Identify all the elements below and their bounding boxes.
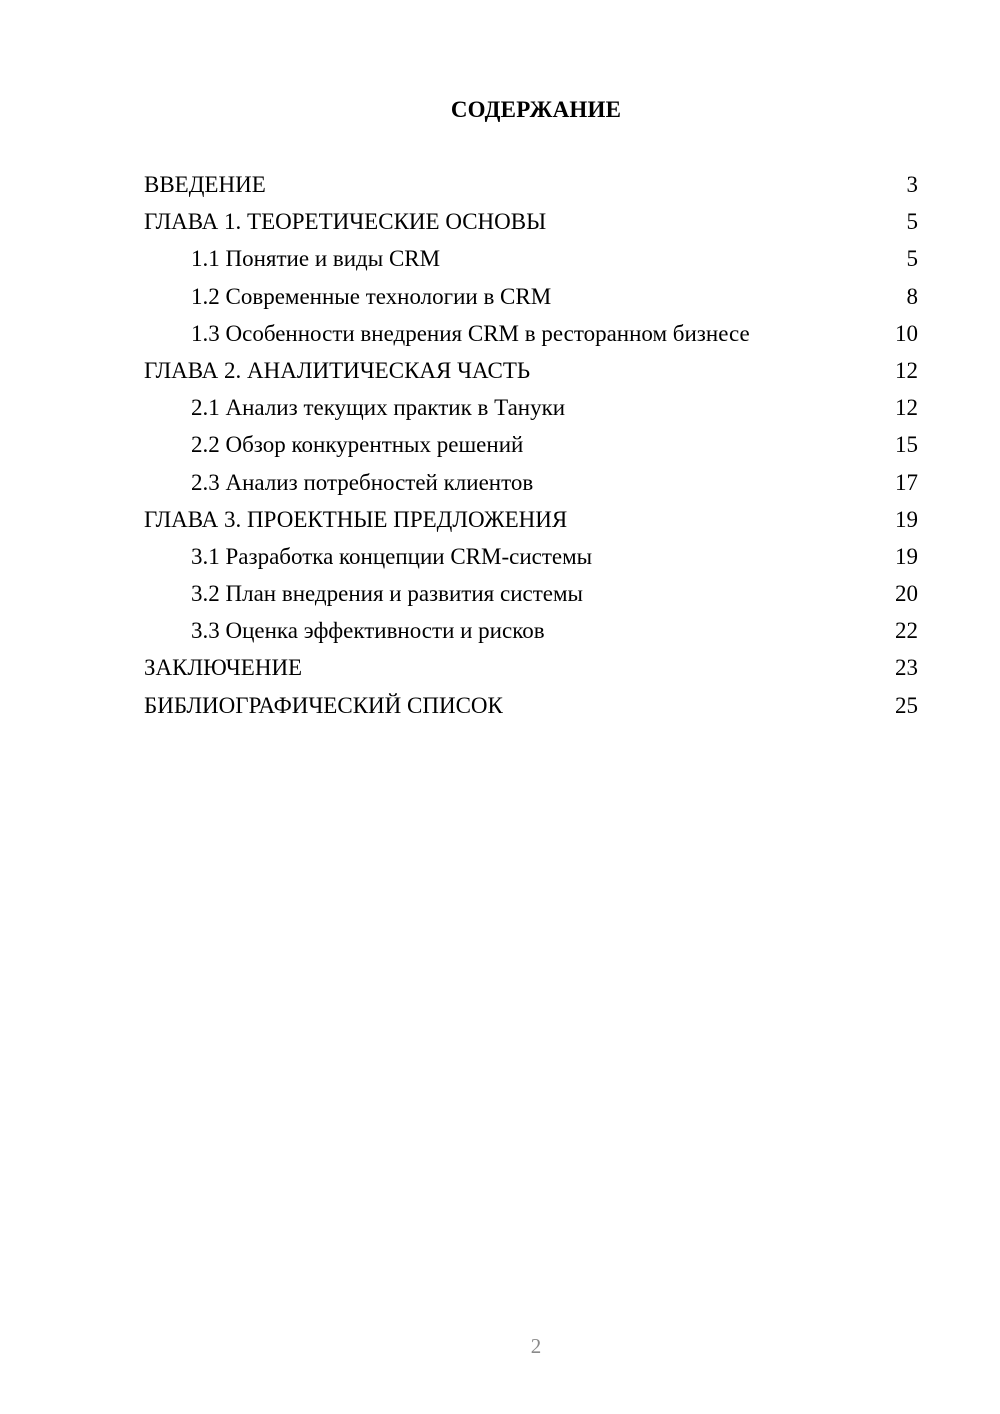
toc-entry-page: 20 — [895, 581, 918, 607]
toc-entry-chapter-2[interactable] — [144, 352, 918, 389]
toc-entry-label: ЗАКЛЮЧЕНИЕ — [144, 655, 303, 681]
toc-entry-section-3-2[interactable] — [144, 575, 918, 612]
toc-entry-chapter-3[interactable] — [144, 501, 918, 538]
toc-entry-page: 19 — [895, 506, 918, 532]
toc-title: СОДЕРЖАНИЕ — [450, 97, 622, 122]
page-number: 2 — [530, 1334, 542, 1358]
toc-entry-section-1-3[interactable] — [144, 315, 918, 352]
toc-entry-introduction[interactable] — [144, 166, 918, 203]
toc-entry-section-1-1[interactable] — [144, 240, 918, 277]
toc-entry-page: 15 — [895, 432, 918, 458]
toc-entry-label: ВВЕДЕНИЕ — [144, 172, 266, 197]
toc-entry-bibliography[interactable] — [144, 687, 918, 724]
toc-list — [144, 166, 918, 724]
toc-entry-section-2-3[interactable] — [144, 464, 918, 501]
toc-entry-label: 1.1 Понятие и виды CRM — [191, 246, 441, 272]
toc-entry-page: 5 — [906, 246, 918, 272]
toc-entry-page: 3 — [906, 172, 918, 197]
toc-entry-chapter-1[interactable] — [144, 203, 918, 240]
toc-entry-page: 12 — [895, 395, 918, 421]
toc-entry-label: 1.2 Современные технологии в CRM — [191, 283, 552, 309]
toc-entry-page: 12 — [895, 357, 918, 383]
toc-entry-label: ГЛАВА 2. АНАЛИТИЧЕСКАЯ ЧАСТЬ — [144, 357, 531, 383]
toc-entry-section-1-2[interactable] — [144, 278, 918, 315]
toc-entry-conclusion[interactable] — [144, 649, 918, 686]
toc-entry-page: 10 — [895, 320, 918, 346]
toc-entry-section-3-3[interactable] — [144, 612, 918, 649]
toc-entry-label: 2.1 Анализ текущих практик в Тануки — [191, 395, 566, 421]
toc-entry-label: 3.2 План внедрения и развития системы — [191, 581, 583, 607]
toc-entry-label: 3.1 Разработка концепции CRM-системы — [191, 543, 593, 569]
toc-entry-label: 2.3 Анализ потребностей клиентов — [191, 469, 534, 495]
toc-entry-label: 1.3 Особенности внедрения CRM в ресторанном бизнесе — [191, 320, 750, 346]
toc-entry-page: 23 — [895, 655, 918, 681]
toc-entry-page: 22 — [895, 618, 918, 644]
toc-entry-page: 8 — [906, 283, 918, 309]
toc-entry-section-2-2[interactable] — [144, 426, 918, 463]
toc-entry-label: 2.2 Обзор конкурентных решений — [191, 432, 524, 458]
toc-entry-label: ГЛАВА 1. ТЕОРЕТИЧЕСКИЕ ОСНОВЫ — [144, 209, 547, 235]
toc-entry-label: ГЛАВА 3. ПРОЕКТНЫЕ ПРЕДЛОЖЕНИЯ — [144, 506, 568, 532]
toc-entry-section-3-1[interactable] — [144, 538, 918, 575]
toc-entry-section-2-1[interactable] — [144, 389, 918, 426]
toc-entry-page: 25 — [895, 692, 918, 718]
toc-entry-page: 19 — [895, 543, 918, 569]
toc-entry-label: БИБЛИОГРАФИЧЕСКИЙ СПИСОК — [144, 692, 503, 718]
toc-entry-page: 5 — [906, 209, 918, 235]
toc-entry-label: 3.3 Оценка эффективности и рисков — [191, 618, 545, 644]
toc-entry-page: 17 — [895, 469, 918, 495]
